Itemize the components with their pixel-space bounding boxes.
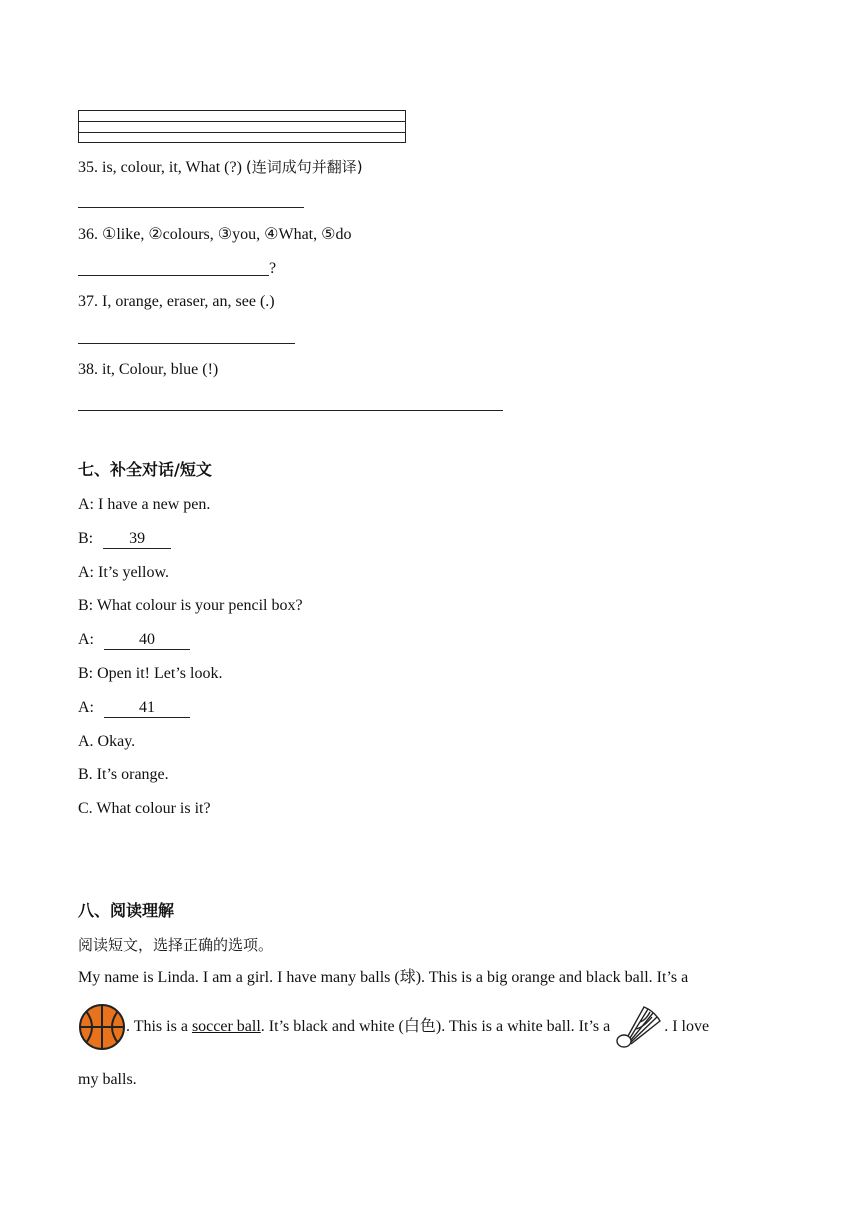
shuttlecock-icon <box>614 1003 664 1051</box>
question-37: 37. I, orange, eraser, an, see (.) <box>78 293 275 310</box>
speaker: B: <box>78 530 94 547</box>
dialogue-text: I have a new pen. <box>98 496 211 513</box>
reading-text: . This is a <box>126 1018 192 1035</box>
speaker: B: <box>78 597 94 614</box>
speaker: A: <box>78 496 94 513</box>
reading-paragraph-line-1: My name is Linda. I am a girl. I have many balls (球). This is a big orange and black ball. It’s a <box>78 969 689 986</box>
dialogue-line <box>78 495 210 515</box>
dialogue-line <box>78 596 303 616</box>
answer-line-35[interactable] <box>78 207 304 208</box>
answer-line-38[interactable] <box>78 410 503 411</box>
question-35-instruction: (连词成句并翻译) <box>245 158 363 176</box>
speaker: A: <box>78 631 94 648</box>
dialogue-text: It’s yellow. <box>98 564 169 581</box>
dialogue-text: Open it! Let’s look. <box>97 665 223 682</box>
reading-paragraph-line-2 <box>78 1003 709 1051</box>
soccer-ball-underlined: soccer ball <box>191 1018 261 1035</box>
reading-paragraph-line-3: my balls. <box>78 1071 137 1088</box>
option-c: C. What colour is it? <box>78 800 211 817</box>
dialogue-line <box>78 630 190 650</box>
section-7-title: 七、补全对话/短文 <box>78 460 212 479</box>
dialogue-line <box>78 664 222 684</box>
dialogue-line <box>78 563 169 583</box>
reading-text: . I love <box>664 1018 710 1035</box>
option-a: A. Okay. <box>78 733 136 750</box>
handwriting-lines <box>78 110 406 143</box>
answer-line-37[interactable] <box>78 343 295 344</box>
writing-line <box>79 121 405 122</box>
writing-line <box>79 132 405 133</box>
reading-text: . It’s black and white (白色). This is a white ball. It’s a <box>260 1018 611 1035</box>
answer-line-36[interactable] <box>78 275 269 276</box>
speaker: A: <box>78 699 94 716</box>
speaker: A: <box>78 564 94 581</box>
question-35 <box>78 157 363 178</box>
question-36-end-mark: ? <box>269 260 277 277</box>
basketball-icon <box>78 1003 126 1051</box>
question-38: 38. it, Colour, blue (!) <box>78 361 219 378</box>
blank-40[interactable]: 40 <box>104 631 190 650</box>
speaker: B: <box>78 665 94 682</box>
dialogue-line <box>78 698 190 718</box>
option-b: B. It’s orange. <box>78 766 169 783</box>
section-8-instruction: 阅读短文，选择正确的选项。 <box>78 936 274 954</box>
dialogue-text: What colour is your pencil box? <box>96 597 303 614</box>
blank-39[interactable]: 39 <box>103 530 171 549</box>
dialogue-line <box>78 529 171 549</box>
question-36: 36. ①like, ②colours, ③you, ④What, ⑤do <box>78 226 352 243</box>
blank-41[interactable]: 41 <box>104 699 190 718</box>
question-35-text: 35. is, colour, it, What (?) <box>78 159 246 176</box>
section-8-title: 八、阅读理解 <box>78 901 175 920</box>
